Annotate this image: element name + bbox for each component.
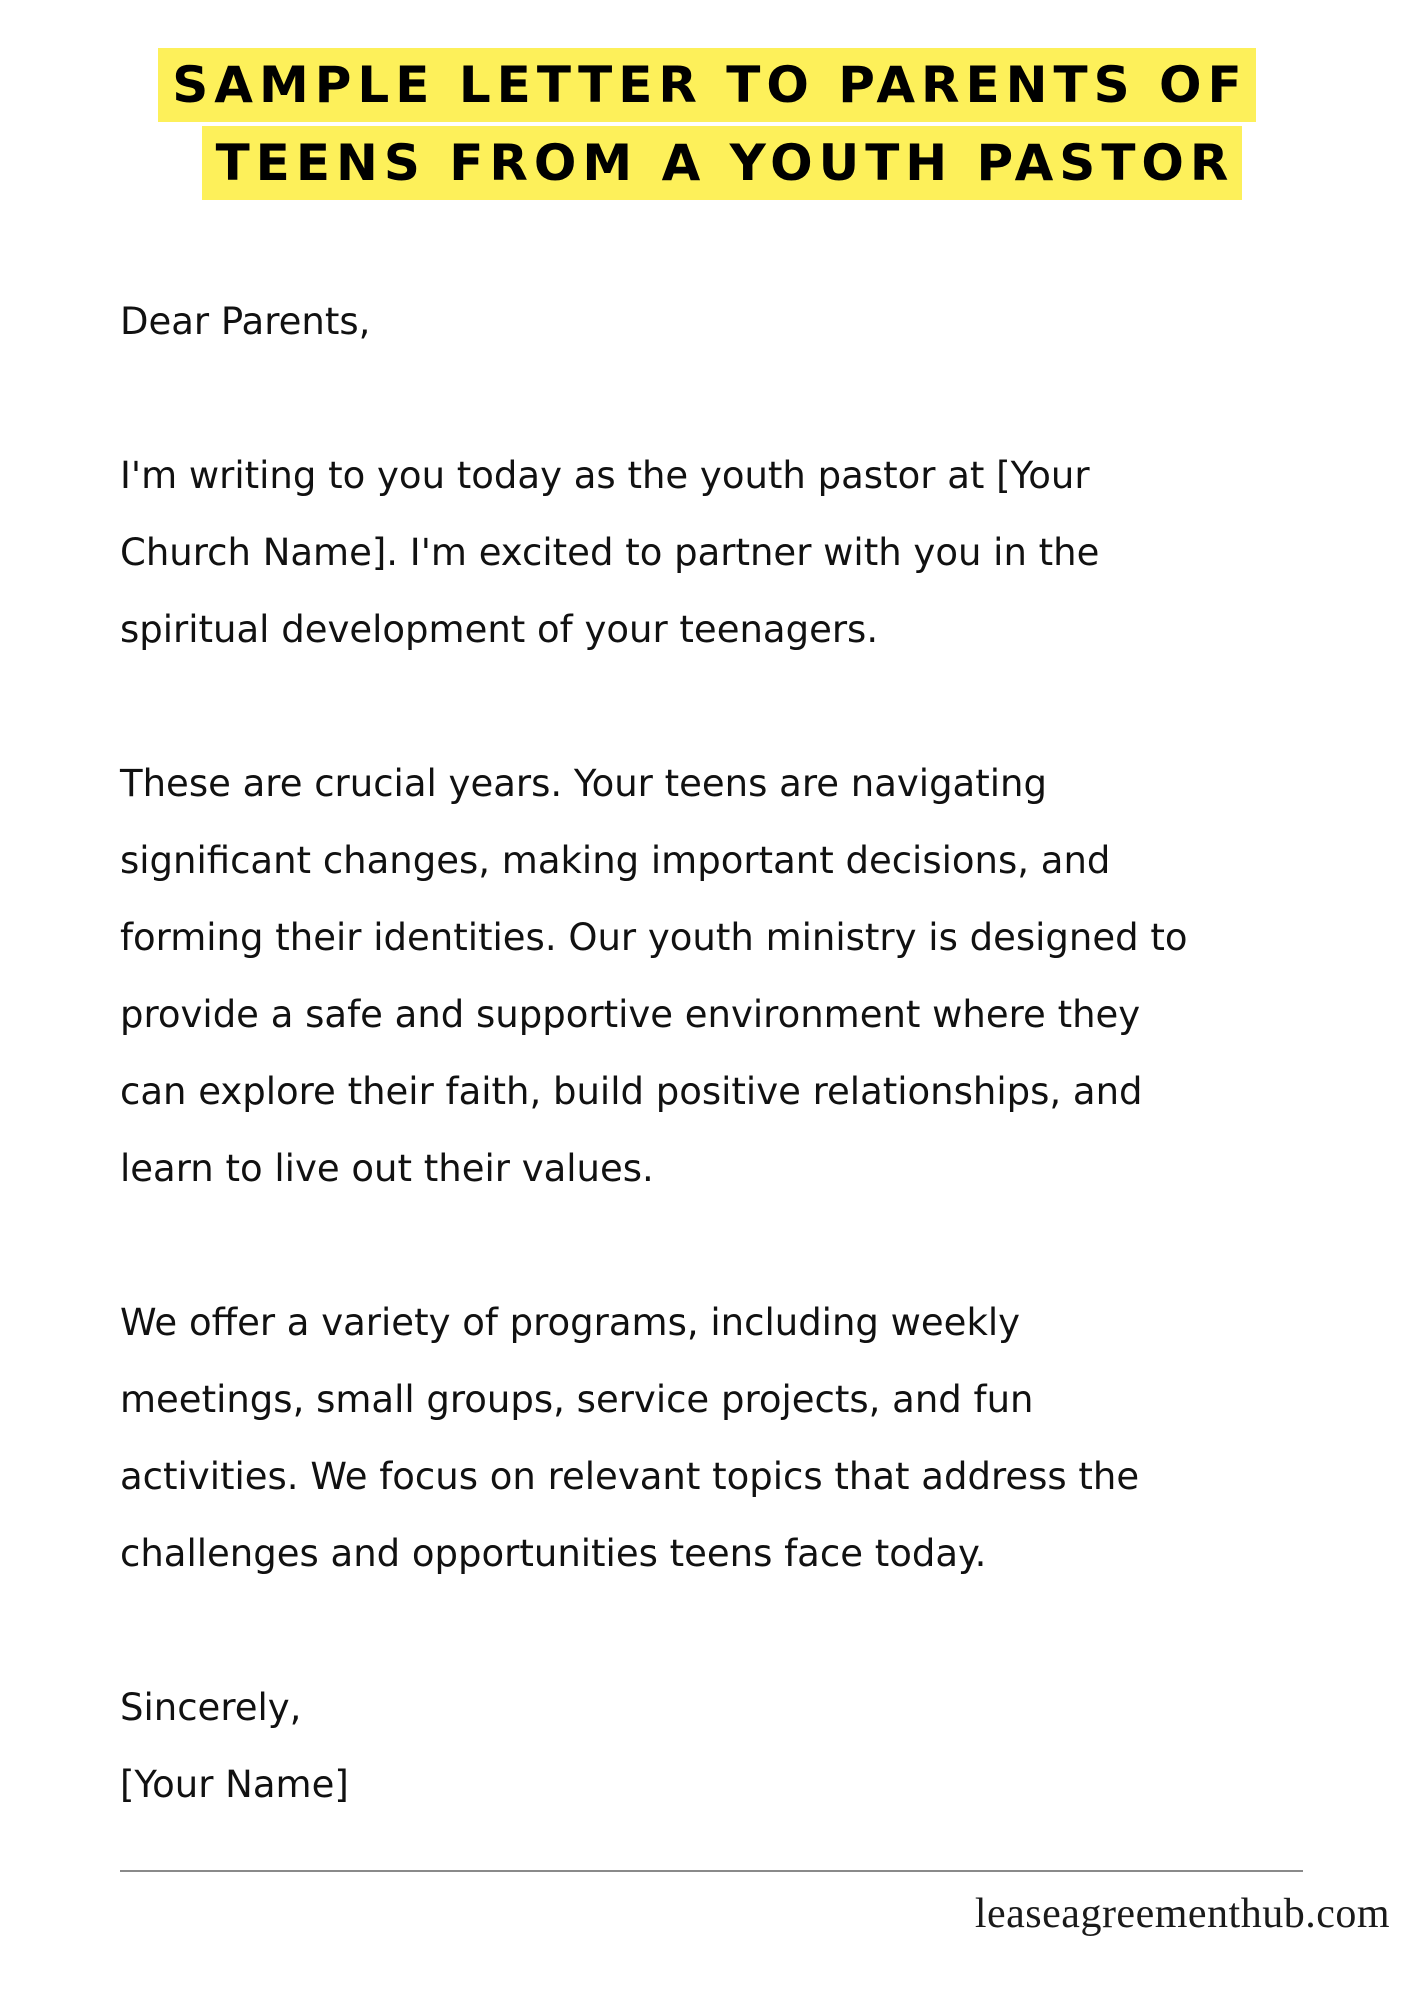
paragraph-line: provide a safe and supportive environment where they xyxy=(120,993,1141,1036)
paragraph-gap xyxy=(120,360,1350,437)
paragraph-gap xyxy=(120,1592,1350,1669)
paragraph-line: Church Name]. I'm excited to partner with you in the xyxy=(120,531,1100,574)
title-line-2: TEENS FROM A YOUTH PASTOR xyxy=(202,126,1243,200)
title-row-2 xyxy=(0,126,1414,204)
paragraph-crucial-years xyxy=(120,745,1350,1207)
paragraph-gap xyxy=(120,1207,1350,1284)
letter-body xyxy=(120,283,1350,1823)
salutation: Dear Parents, xyxy=(120,300,371,343)
signature-placeholder: [Your Name] xyxy=(120,1763,349,1806)
paragraph-programs xyxy=(120,1284,1350,1592)
footer-site-name: leaseagreementhub.com xyxy=(974,1891,1390,1937)
paragraph-line: can explore their faith, build positive relationships, and xyxy=(120,1070,1143,1113)
paragraph-line: activities. We focus on relevant topics that address the xyxy=(120,1455,1140,1498)
paragraph-intro xyxy=(120,437,1350,668)
paragraph-gap xyxy=(120,668,1350,745)
title-line-1: SAMPLE LETTER TO PARENTS OF xyxy=(158,48,1255,122)
paragraph-line: forming their identities. Our youth ministry is designed to xyxy=(120,916,1188,959)
paragraph-line: spiritual development of your teenagers. xyxy=(120,608,879,651)
page-title xyxy=(0,48,1414,204)
paragraph-line: challenges and opportunities teens face today. xyxy=(120,1532,987,1575)
paragraph-line: significant changes, making important decisions, and xyxy=(120,839,1111,882)
paragraph-line: I'm writing to you today as the youth pastor at [Your xyxy=(120,454,1090,497)
paragraph-line: learn to live out their values. xyxy=(120,1147,654,1190)
paragraph-line: meetings, small groups, service projects, and fun xyxy=(120,1378,1034,1421)
paragraph-line: These are crucial years. Your teens are navigating xyxy=(120,762,1047,805)
closing: Sincerely, xyxy=(120,1686,302,1729)
title-row-1 xyxy=(0,48,1414,126)
footer-divider xyxy=(120,1870,1303,1872)
paragraph-line: We offer a variety of programs, including weekly xyxy=(120,1301,1021,1344)
